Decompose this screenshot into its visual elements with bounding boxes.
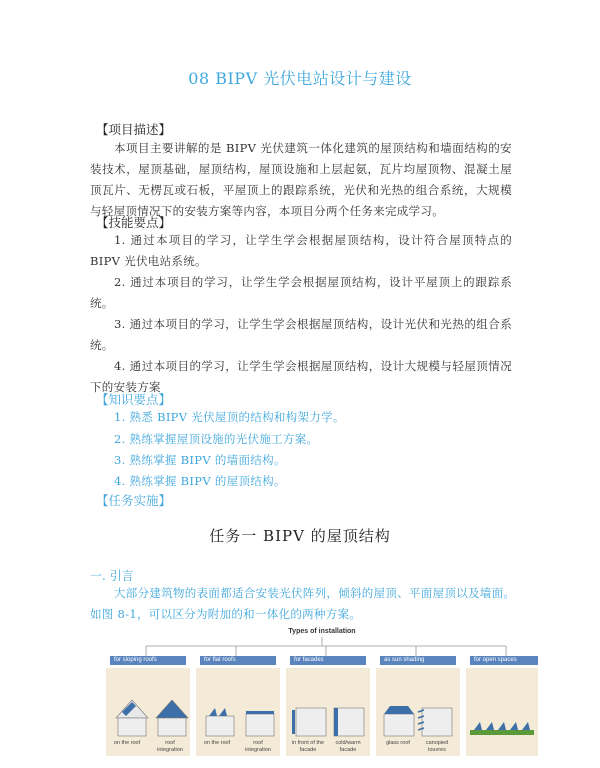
skill-item-1: 1. 通过本项目的学习，让学生学会根据屋顶结构，设计符合屋顶特点的 BIPV 光伏电站系统。 [90, 233, 512, 268]
house-roof-integration-icon [156, 700, 188, 736]
installation-types-figure [106, 628, 538, 760]
section-heading: 一. 引言 [90, 569, 134, 583]
caption-on-roof-2: on the roof [203, 740, 231, 746]
skill-item-2: 2. 通过本项目的学习，让学生学会根据屋顶结构，设计平屋顶上的跟踪系统。 [90, 275, 512, 310]
caption-glass-roof: glass roof [386, 740, 410, 746]
facade-front-icon [292, 708, 326, 736]
tasks-heading: 【任务实施】 [96, 493, 172, 508]
intro-text: 大部分建筑物的表面都适合安装光伏阵列，倾斜的屋顶、平面屋顶以及墙面。如图 8-1，可以区分为附加的和一体化的两种方案。 [90, 586, 516, 621]
category-sun-shading: as sun shading [380, 656, 456, 665]
skills-heading: 【技能要点】 [96, 215, 172, 230]
category-flat-roofs: for flat roofs [200, 656, 276, 665]
facade-cold-warm-icon [334, 708, 364, 736]
caption-roof-integration-2: roof integration [245, 740, 271, 753]
document-title: 08 BIPV 光伏电站设计与建设 [188, 69, 412, 88]
caption-canopied-louvres: canopied louvres [425, 740, 449, 753]
knowledge-item-1: 1. 熟悉 BIPV 光伏屋顶的结构和构架力学。 [114, 410, 345, 424]
skill-item-3: 3. 通过本项目的学习，让学生学会根据屋顶结构，设计光伏和光热的组合系统。 [90, 317, 512, 352]
flat-on-roof-icon [206, 708, 234, 736]
caption-roof-integration-1: roof integration [157, 740, 183, 753]
figure-title: Types of installation [288, 628, 356, 635]
project-desc-text: 本项目主要讲解的是 BIPV 光伏建筑一体化建筑的屋顶结构和墙面结构的安装技术，屋顶基础，屋顶结构，屋顶设施和上层起氨，瓦片均屋顶物、混凝土屋顶瓦片、无楞瓦或石板，平屋顶上的跟踪系统，光伏和光热的组合系统，大规模与轻屋顶情况下的安装方案等内容，本项目分两个任务来完成学习。 [90, 141, 512, 218]
knowledge-item-2: 2. 熟练掌握屋顶设施的光伏施工方案。 [114, 432, 319, 446]
glass-roof-icon [384, 706, 414, 736]
knowledge-heading: 【知识要点】 [96, 392, 172, 407]
category-open-spaces: for open spaces [470, 656, 538, 665]
category-facades: for facades [290, 656, 366, 665]
caption-front-facade: in front of the facade [291, 740, 325, 753]
house-on-roof-icon [116, 700, 148, 736]
flat-roof-integration-icon [246, 711, 274, 736]
skill-item-4: 4. 通过本项目的学习，让学生学会根据屋顶结构，设计大规模与轻屋顶情况下的安装方案 [90, 359, 512, 394]
knowledge-item-3: 3. 熟练掌握 BIPV 的墙面结构。 [114, 453, 286, 467]
task1-title: 任务一 BIPV 的屋顶结构 [209, 527, 391, 545]
knowledge-item-4: 4. 熟练掌握 BIPV 的屋顶结构。 [114, 474, 286, 488]
open-space-array-icon [470, 722, 534, 735]
caption-on-roof-1: on the roof [113, 740, 141, 746]
category-sloping-roofs: for sloping roofs [110, 656, 186, 665]
project-desc-heading: 【项目描述】 [96, 122, 172, 137]
caption-cold-warm-facade: cold/warm facade [335, 740, 361, 753]
canopied-louvres-icon [418, 708, 452, 736]
